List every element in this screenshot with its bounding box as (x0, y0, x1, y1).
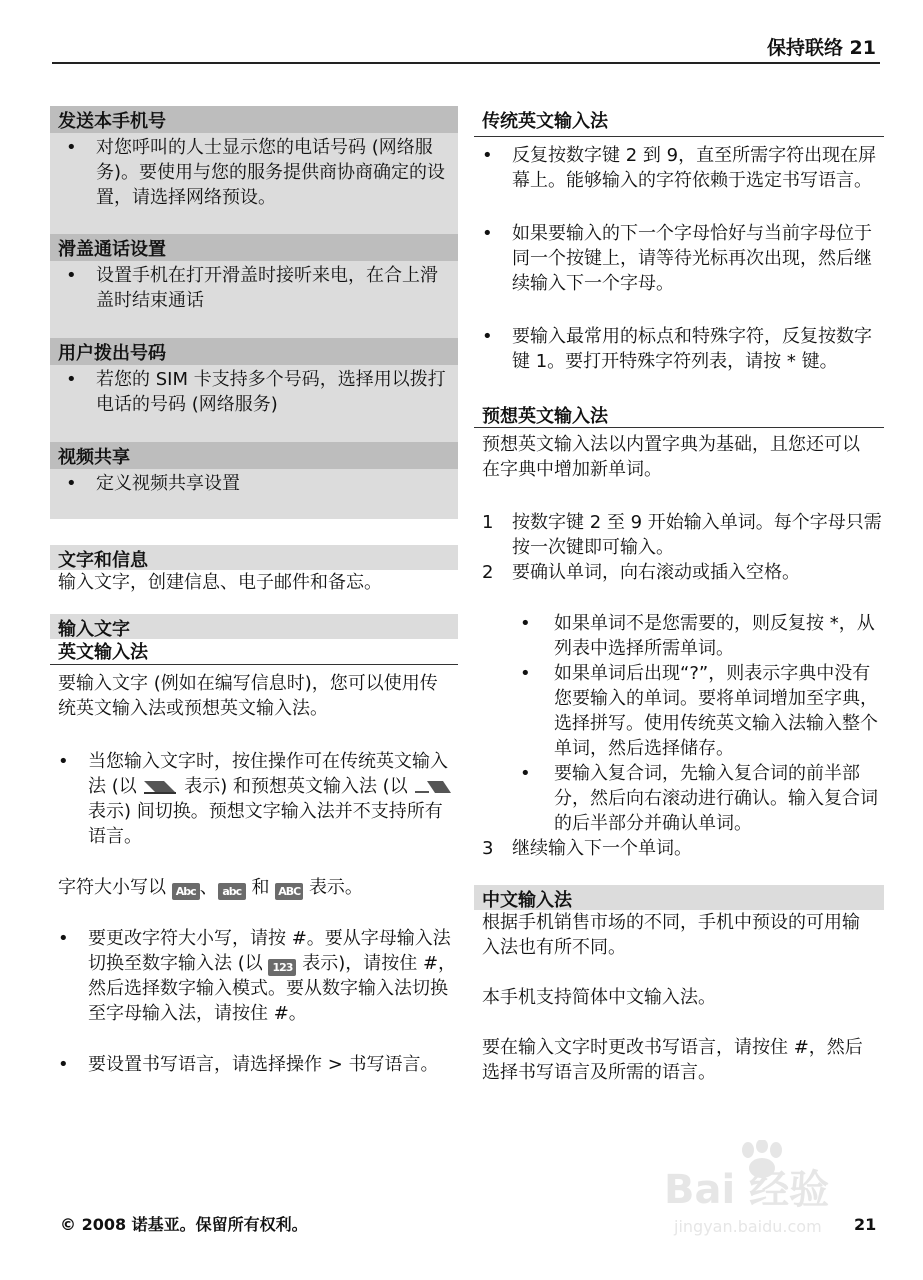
section-title-user-dial: 用户拨出号码 (50, 338, 458, 365)
section-body-slide-call (50, 261, 458, 338)
bullet-icon: • (520, 613, 531, 634)
bullet-icon: • (482, 326, 493, 347)
list-item: • 如果要输入的下一个字母恰好与当前字母位于同一个按键上，请等待光标再次出现，然后继续输入下一个字母。 (482, 223, 872, 294)
bullet-icon: • (520, 763, 531, 784)
footer-copyright: © 2008 诺基亚。保留所有权利。 (60, 1215, 308, 1234)
list-item: • 若您的 SIM 卡支持多个号码，选择用以拨打电话的号码 (网络服务) (66, 369, 446, 415)
numeric-mode-icon: 123 (268, 959, 296, 976)
watermark-word: Bai 经验 (664, 1167, 830, 1213)
chinese-p1: 根据手机销售市场的不同，手机中预设的可用输入法也有所不同。 (482, 912, 860, 958)
list-item: • 如果单词后出现“?”，则表示字典中没有您要输入的单词。要将单词增加至字典，选择拼写。使用传统英文输入法输入整个单词，然后选择储存。 (520, 663, 878, 759)
list-item: • 要更改字符大小写，请按 #。要从字母输入法切换至数字输入法 (以 123 表示)，请按住 #，然后选择数字输入模式。要从数字输入法切换至字母输入法，请按住 #。 (58, 928, 457, 1024)
predictive-intro: 预想英文输入法以内置字典为基础，且您还可以在字典中增加新单词。 (482, 434, 860, 480)
section-title-slide-call: 滑盖通话设置 (50, 234, 458, 261)
bullet-icon: • (58, 751, 69, 772)
list-item: 2 要确认单词，向右滚动或插入空格。 (482, 562, 800, 583)
case-indicator-line: 字符大小写以 Abc 、 abc 和 ABC 表示。 (58, 877, 363, 898)
bullet-icon: • (66, 473, 77, 494)
list-item: 3 继续输入下一个单词。 (482, 838, 692, 859)
right-column (474, 106, 884, 1085)
case-lower-icon: Abc (172, 883, 200, 900)
text-messages-body: 输入文字，创建信息、电子邮件和备忘。 (58, 572, 382, 593)
bullet-icon: • (66, 137, 77, 158)
case-upper-icon: ABC (275, 883, 303, 900)
list-item: • 定义视频共享设置 (66, 473, 240, 494)
section-title-text-messages: 文字和信息 (50, 545, 458, 570)
section-title-input-text: 输入文字 (50, 614, 458, 639)
bullet-icon: • (58, 928, 69, 949)
bullet-icon: • (482, 145, 493, 166)
section-title-traditional: 传统英文输入法 (474, 106, 884, 137)
section-title-predictive: 预想英文输入法 (474, 401, 884, 428)
english-input-intro: 要输入文字 (例如在编写信息时)，您可以使用传统英文输入法或预想英文输入法。 (58, 673, 438, 719)
section-body-video-share (50, 469, 458, 517)
chinese-p3: 要在输入文字时更改书写语言，请按住 #，然后选择书写语言及所需的语言。 (482, 1037, 863, 1083)
page-header-title: 保持联络 21 (766, 37, 876, 59)
baidu-watermark (660, 1140, 890, 1255)
case-mixed-icon: abc (218, 883, 246, 900)
list-item: • 对您呼叫的人士显示您的电话号码 (网络服务)。要使用与您的服务提供商协商确定的设置，请选择网络预设。 (66, 137, 446, 208)
bullet-icon: • (58, 1054, 69, 1075)
list-item: • 设置手机在打开滑盖时接听来电，在合上滑盖时结束通话 (66, 265, 438, 311)
bullet-icon: • (520, 663, 531, 684)
settings-box (50, 106, 458, 519)
bullet-icon: • (66, 265, 77, 286)
traditional-input-icon (142, 777, 178, 797)
footer-page-number: 21 (854, 1215, 877, 1234)
chinese-p2: 本手机支持简体中文输入法。 (482, 987, 716, 1008)
section-title-chinese: 中文输入法 (474, 885, 884, 910)
predictive-input-icon (413, 777, 453, 797)
bullet-icon: • (482, 223, 493, 244)
section-body-send-number (50, 133, 458, 234)
subsection-title-english-input: 英文输入法 (50, 639, 458, 665)
list-item: • 如果单词不是您需要的，则反复按 *，从列表中选择所需单词。 (520, 613, 875, 659)
list-item: • 要输入最常用的标点和特殊字符，反复按数字键 1。要打开特殊字符列表，请按 * 键。 (482, 326, 872, 372)
list-item: • 反复按数字键 2 到 9，直至所需字符出现在屏幕上。能够输入的字符依赖于选定书写语言。 (482, 145, 877, 191)
list-item: • 当您输入文字时，按住操作可在传统英文输入法 (以 表示) 和预想英文输入法 (以 表示) 间切换。预想文字输入法并不支持所有语言。 (50, 749, 458, 849)
list-item: • 要设置书写语言，请选择操作 > 书写语言。 (58, 1054, 439, 1075)
section-body-user-dial (50, 365, 458, 442)
left-column (50, 106, 458, 1077)
list-item: 1 按数字键 2 至 9 开始输入单词。每个字母只需按一次键即可输入。 (482, 512, 882, 558)
page-header (52, 34, 880, 64)
list-item: • 要输入复合词，先输入复合词的前半部分，然后向右滚动进行确认。输入复合词的后半部分并确认单词。 (520, 763, 878, 834)
section-title-video-share: 视频共享 (50, 442, 458, 469)
bullet-icon: • (66, 369, 77, 390)
watermark-url: jingyan.baidu.com (674, 1217, 822, 1236)
section-title-send-number: 发送本手机号 (50, 106, 458, 133)
